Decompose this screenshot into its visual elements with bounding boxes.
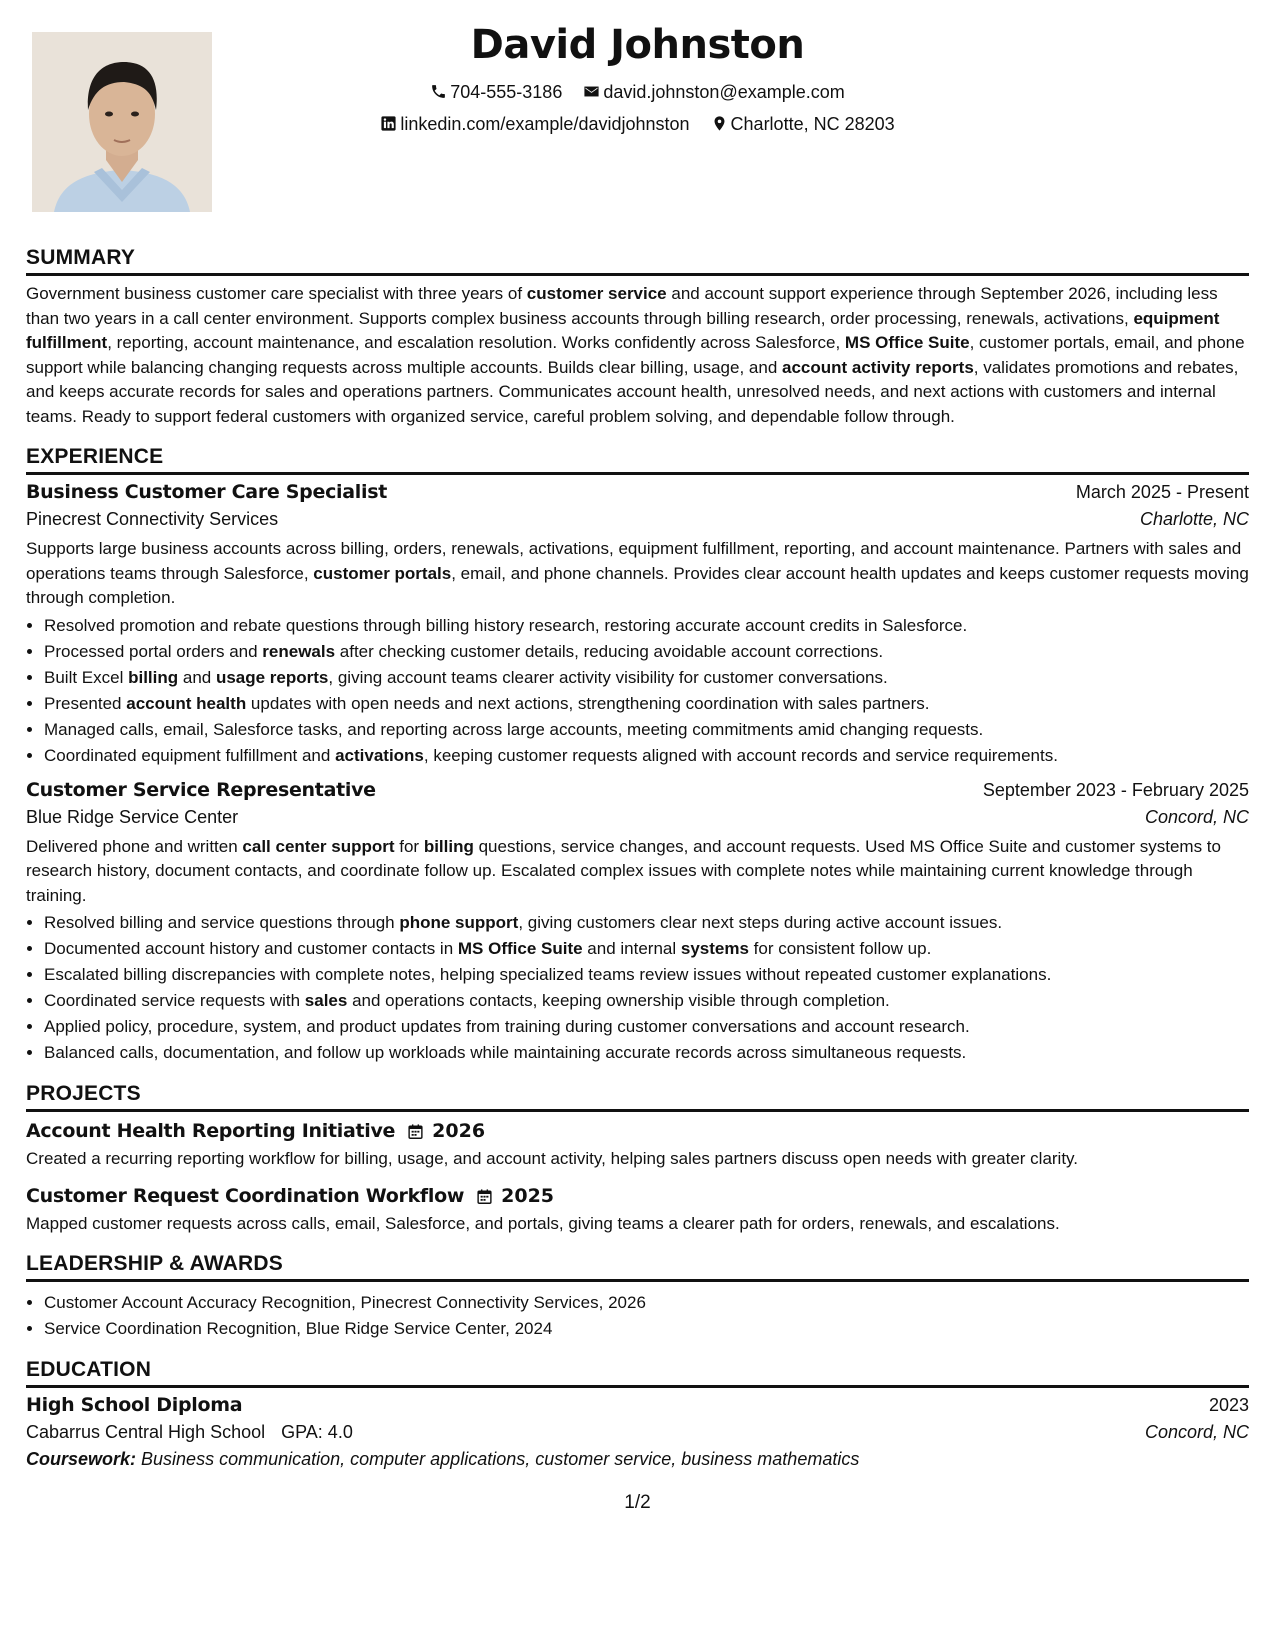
bullet-item: • Coordinated equipment fulfillment and activations, keeping customer requests aligned with account records and service requirements. <box>44 743 1249 769</box>
linkedin-text: linkedin.com/example/davidjohnston <box>400 114 690 134</box>
bold-phrase: systems <box>680 939 749 958</box>
bold-phrase: customer service <box>526 284 667 303</box>
summary-section <box>26 246 1249 429</box>
awards-list <box>26 1290 1249 1342</box>
education-school: Cabarrus Central High School <box>26 1422 266 1442</box>
project-description: Mapped customer requests across calls, email, Salesforce, and portals, giving teams a clearer path for orders, renewals, and escalations. <box>26 1214 1060 1233</box>
job-entry <box>26 481 1249 769</box>
bold-phrase: MS Office Suite <box>457 939 583 958</box>
job-title: Customer Service Representative <box>26 778 376 801</box>
phone-icon <box>430 83 447 100</box>
bullet-item: • Managed calls, email, Salesforce tasks, and reporting across large accounts, meeting commitments amid changing requests. <box>44 717 1249 743</box>
job-description: Supports large business accounts across billing, orders, renewals, activations, equipment fulfillment, reporting, and account maintenance. Partners with sales and operations teams through Salesforce, customer portals, email, and phone channels. Provides clear account health updates and keeps customer requests moving through completion. <box>26 539 1249 607</box>
linkedin-icon <box>380 115 397 132</box>
job-location: Charlotte, NC <box>1139 509 1249 529</box>
bullet-item: • Documented account history and customer contacts in MS Office Suite and internal systems for consistent follow up. <box>44 936 1249 962</box>
project-year <box>403 1120 485 1142</box>
job-description: Delivered phone and written call center support for billing questions, service changes, and account requests. Used MS Office Suite and customer systems to research history, document contacts, and coordinate follow up. Escalated complex issues with complete notes while maintaining current knowledge through training. <box>26 836 1221 905</box>
bullet-item: • Resolved promotion and rebate questions through billing history research, restoring accurate account credits in Salesforce. <box>44 613 1249 639</box>
summary-text: Government business customer care specialist with three years of customer service and account support experience through September 2026, including less than two years in a call center environment. Supports complex business accounts through billing research, order processing, renewals, activations, equipment fulfillment, reporting, account maintenance, and escalation resolution. Works confidently across Salesforce, MS Office Suite, customer portals, email, and phone support while balancing changing requests across multiple accounts. Builds clear billing, usage, and account activity reports, validates promotions and rebates, and keeps accurate records for sales and operations partners. Communicates account health, unresolved needs, and next actions with customers and internal teams. Ready to support federal customers with organized service, careful problem solving, and dependable follow through. <box>26 284 1245 426</box>
project-year-text: 2025 <box>501 1185 555 1207</box>
summary-heading: SUMMARY <box>26 246 1249 276</box>
bold-phrase: renewals <box>262 641 336 661</box>
bullet-item: • Resolved billing and service questions through phone support, giving customers clear next steps during active account issues. <box>44 910 1249 936</box>
contact-email[interactable] <box>583 82 844 103</box>
project-entry <box>26 1120 1249 1171</box>
location-text: Charlotte, NC 28203 <box>730 114 895 134</box>
education-school-line <box>26 1422 353 1443</box>
bold-phrase: sales <box>304 991 348 1010</box>
job-location: Concord, NC <box>1144 806 1249 827</box>
project-entry <box>26 1185 1249 1236</box>
awards-heading: LEADERSHIP & AWARDS <box>26 1252 1249 1282</box>
envelope-icon <box>583 83 600 100</box>
coursework-label: Coursework: <box>26 1449 137 1469</box>
bold-phrase: account activity reports <box>782 357 974 377</box>
bullet-item: • Escalated billing discrepancies with complete notes, helping specialized teams review issues without repeated customer explanations. <box>44 962 1249 988</box>
contact-line-1 <box>0 82 1275 103</box>
education-year: 2023 <box>1208 1395 1249 1415</box>
awards-section <box>26 1252 1249 1342</box>
projects-section <box>26 1082 1249 1236</box>
bullet-item: • Built Excel billing and usage reports, giving account teams clearer activity visibility for customer conversations. <box>44 665 1249 691</box>
bullet-item: • Applied policy, procedure, system, and product updates from training during customer conversations and account research. <box>44 1014 1249 1040</box>
job-company: Blue Ridge Service Center <box>26 806 239 827</box>
project-description: Created a recurring reporting workflow for billing, usage, and account activity, helping sales partners discuss open needs with greater clarity. <box>26 1149 1079 1168</box>
calendar-icon <box>407 1123 424 1140</box>
job-bullets <box>26 910 1249 1066</box>
bullet-item: • Processed portal orders and renewals after checking customer details, reducing avoidable account corrections. <box>44 639 1249 665</box>
bold-phrase: equipment fulfillment <box>26 308 1220 352</box>
project-year-text: 2026 <box>432 1120 486 1142</box>
bold-phrase: phone support <box>399 913 519 932</box>
bold-phrase: call center support <box>242 836 395 856</box>
job-bullets <box>26 613 1249 769</box>
project-title: Customer Request Coordination Workflow <box>26 1185 465 1207</box>
resume-content <box>26 246 1249 1486</box>
email-text: david.johnston@example.com <box>603 82 845 102</box>
contact-linkedin[interactable] <box>380 114 689 135</box>
bold-phrase: usage reports <box>215 667 329 687</box>
contact-phone[interactable] <box>430 82 562 103</box>
bullet-item: • Presented account health updates with open needs and next actions, strengthening coordination with sales partners. <box>44 691 1249 717</box>
bold-phrase: customer portals <box>313 563 452 583</box>
bullet-item: • Coordinated service requests with sales and operations contacts, keeping ownership visible through completion. <box>44 988 1249 1014</box>
bold-phrase: account health <box>126 693 247 713</box>
bold-phrase: billing <box>423 836 474 856</box>
candidate-name: David Johnston <box>470 22 805 68</box>
education-gpa: GPA: 4.0 <box>281 1422 353 1442</box>
map-pin-icon <box>711 115 728 132</box>
projects-heading: PROJECTS <box>26 1082 1249 1112</box>
award-item: • Customer Account Accuracy Recognition, Pinecrest Connectivity Services, 2026 <box>44 1290 1249 1316</box>
education-coursework <box>26 1449 1249 1470</box>
education-heading: EDUCATION <box>26 1358 1249 1388</box>
education-degree: High School Diploma <box>26 1394 243 1416</box>
job-title: Business Customer Care Specialist <box>26 481 387 503</box>
award-item: • Service Coordination Recognition, Blue Ridge Service Center, 2024 <box>44 1316 1249 1342</box>
job-company: Pinecrest Connectivity Services <box>26 509 279 529</box>
project-title: Account Health Reporting Initiative <box>26 1120 396 1142</box>
page-number: 1/2 <box>624 1492 651 1513</box>
bullet-item: • Balanced calls, documentation, and follow up workloads while maintaining accurate records across simultaneous requests. <box>44 1040 1249 1066</box>
project-year <box>472 1185 554 1207</box>
job-dates: March 2025 - Present <box>1075 482 1249 502</box>
experience-section <box>26 445 1249 1066</box>
experience-heading: EXPERIENCE <box>26 445 1249 475</box>
phone-text: 704-555-3186 <box>450 82 563 102</box>
bold-phrase: activations <box>335 745 424 765</box>
contact-location <box>711 114 895 135</box>
bold-phrase: MS Office Suite <box>844 333 970 352</box>
bold-phrase: billing <box>128 667 179 687</box>
education-section <box>26 1358 1249 1470</box>
education-location: Concord, NC <box>1144 1422 1249 1442</box>
calendar-icon <box>476 1188 493 1205</box>
contact-line-2 <box>0 114 1275 135</box>
job-entry <box>26 779 1249 1067</box>
job-dates: September 2023 - February 2025 <box>982 779 1249 800</box>
coursework-text: Business communication, computer applications, customer service, business mathematics <box>136 1449 860 1469</box>
